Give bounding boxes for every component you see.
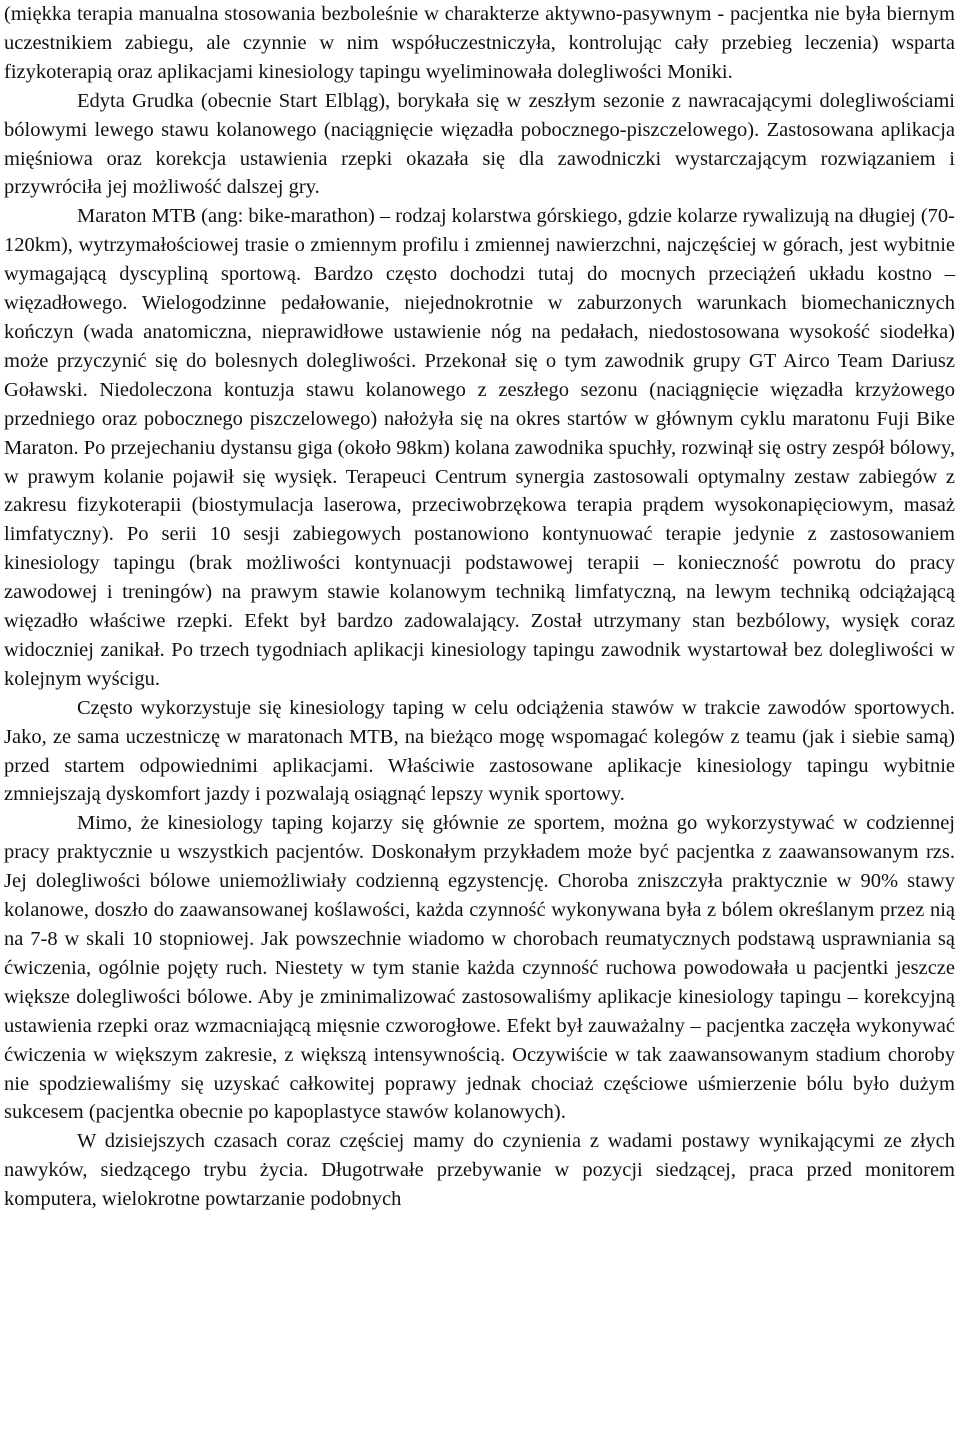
- paragraph-continuation: (miękka terapia manualna stosowania bezboleśnie w charakterze aktywno-pasywnym - pacjentka nie była biernym uczestnikiem zabiegu, ale czynnie w nim współuczestniczyła, kontrolując cały przebieg leczenia) wsparta fizykoterapią oraz aplikacjami kinesiology tapingu wyeliminowała dolegliwości Moniki.: [4, 3, 955, 83]
- paragraph-maraton-mtb: Maraton MTB (ang: bike-marathon) – rodzaj kolarstwa górskiego, gdzie kolarze rywalizują na długiej (70-120km), wytrzymałościowej trasie o zmiennym profilu i zmiennej nawierzchni, najczęściej w górach, jest wybitnie wymagającą dyscypliną sportową. Bardzo często dochodzi tutaj do mocnych przeciążeń układu kostno – więzadłowego. Wielogodzinne pedałowanie, niejednokrotnie w zaburzonych warunkach biomechanicznych kończyn (wada anatomiczna, nieprawidłowe ustawienie nóg na pedałach, niedostosowana wysokość siodełka) może przyczynić się do bolesnych dolegliwości. Przekonał się o tym zawodnik grupy GT Airco Team Dariusz Goławski. Niedoleczona kontuzja stawu kolanowego z zeszłego sezonu (naciągnięcie więzadła krzyżowego przedniego oraz pobocznego piszczelowego) nałożyła się na okres startów w głównym cyklu maratonu Fuji Bike Maraton. Po przejechaniu dystansu giga (około 98km) kolana zawodnika spuchły, rozwinął się ostry zespół bólowy, w prawym kolanie pojawił się wysięk. Terapeuci Centrum synergia zastosowali optymalny zestaw zabiegów z zakresu fizykoterapii (biostymulacja laserowa, przeciwobrzękowa terapia prądem wysokonapięciowym, masaż limfatyczny). Po serii 10 sesji zabiegowych postanowiono kontynuować terapie jedynie z zastosowaniem kinesiology tapingu (brak możliwości kontynuacji podstawowej terapii – konieczność powrotu do pracy zawodowej i treningów) na prawym stawie kolanowym techniką limfatyczną, na lewym techniką odciążającą więzadło właściwe rzepki. Efekt był bardzo zadowalający. Został utrzymany stan bezbólowy, wysięk coraz widoczniej zanikał. Po trzech tygodniach aplikacji kinesiology tapingu zawodnik wystartował bez dolegliwości w kolejnym wyścigu.: [4, 205, 955, 690]
- paragraph-edyta-grudka: Edyta Grudka (obecnie Start Elbląg), borykała się w zeszłym sezonie z nawracającymi dolegliwościami bólowymi lewego stawu kolanowego (naciągnięcie więzadła pobocznego-piszczelowego). Zastosowana aplikacja mięśniowa oraz korekcja ustawienia rzepki okazała się dla zawodniczki wystarczającym rozwiązaniem i przywróciła jej możliwość dalszej gry.: [4, 89, 955, 199]
- paragraph-kinesiology-sport: Często wykorzystuje się kinesiology taping w celu odciążenia stawów w trakcie zawodów sportowych. Jako, ze sama uczestniczę w maratonach MTB, na bieżąco mogę wspomagać kolegów z teamu (jak i siebie samą) przed startem odpowiednimi aplikacjami. Właściwie zastosowane aplikacje kinesiology tapingu wybitnie zmniejszają dyskomfort jazdy i pozwalają osiągnąć lepszy wynik sportowy.: [4, 696, 955, 806]
- paragraph-rzs-patient: Mimo, że kinesiology taping kojarzy się głównie ze sportem, można go wykorzystywać w codziennej pracy praktycznie u wszystkich pacjentów. Doskonałym przykładem może być pacjentka z zaawansowanym rzs. Jej dolegliwości bólowe uniemożliwiały codzienną egzystencję. Choroba zniszczyła praktycznie w 90% stawy kolanowe, doszło do zaawansowanej koślawości, każda czynność wykonywana była z bólem określanym przez nią na 7-8 w skali 10 stopniowej. Jak powszechnie wiadomo w chorobach reumatycznych podstawą usprawniania są ćwiczenia, ogólnie pojęty ruch. Niestety w tym stanie każda czynność ruchowa powodowała u pacjentki jeszcze większe dolegliwości bólowe. Aby je zminimalizować zastosowaliśmy aplikacje kinesiology tapingu – korekcyjną ustawienia rzepki oraz wzmacniającą mięsnie czworogłowe. Efekt był zauważalny – pacjentka zaczęła wykonywać ćwiczenia w większym zakresie, z większą intensywnością. Oczywiście w tak zaawansowanym stadium choroby nie spodziewaliśmy się uzyskać całkowitej poprawy jednak chociaż częściowe uśmierzenie bólu było dużym sukcesem (pacjentka obecnie po kapoplastyce stawów kolanowych).: [4, 812, 955, 1124]
- paragraph-postural-defects: W dzisiejszych czasach coraz częściej mamy do czynienia z wadami postawy wynikającymi ze złych nawyków, siedzącego trybu życia. Długotrwałe przebywanie w pozycji siedzącej, praca przed monitorem komputera, wielokrotne powtarzanie podobnych: [4, 1130, 955, 1211]
